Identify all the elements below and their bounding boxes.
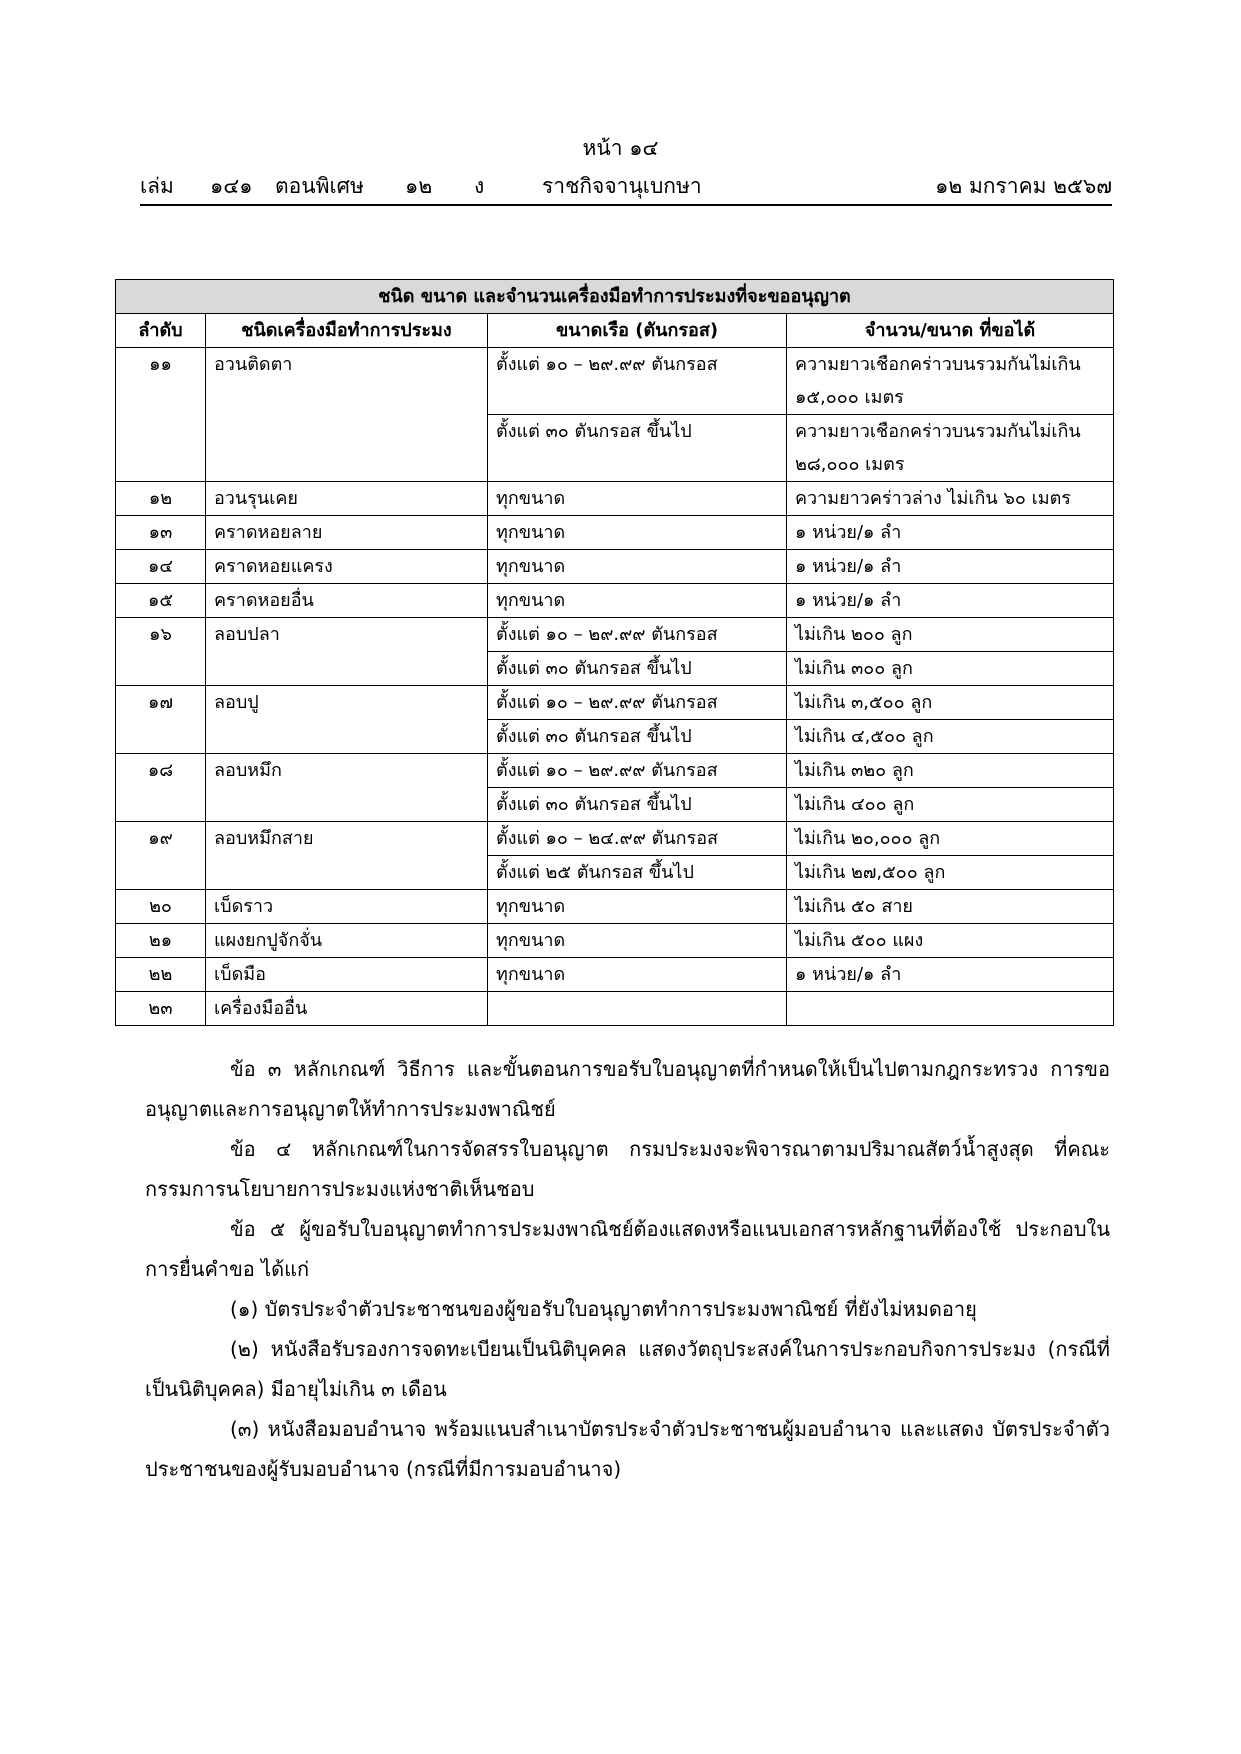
vessel-size: ตั้งแต่ ๑๐ – ๒๙.๙๙ ตันกรอส <box>488 348 787 415</box>
table-row <box>116 686 1114 720</box>
issue-type: ตอนพิเศษ <box>275 174 364 198</box>
gear-type: แผงยกปูจักจั่น <box>206 924 488 958</box>
row-number: ๒๓ <box>116 992 206 1026</box>
amount-line: ๑ หน่วย/๑ ลำ <box>795 590 902 611</box>
gear-type: คราดหอยแครง <box>206 550 488 584</box>
vessel-size: ทุกขนาด <box>488 516 787 550</box>
allowed-amount <box>787 348 1114 415</box>
amount-line: ไม่เกิน ๒๐,๐๐๐ ลูก <box>795 828 941 849</box>
amount-line: ความยาวเชือกคร่าวบนรวมกันไม่เกิน <box>795 421 1081 442</box>
row-number: ๑๖ <box>116 618 206 686</box>
row-number: ๑๓ <box>116 516 206 550</box>
vessel-size: ทุกขนาด <box>488 550 787 584</box>
allowed-amount <box>787 890 1114 924</box>
allowed-amount <box>787 516 1114 550</box>
amount-line: ไม่เกิน ๕๐๐ แผง <box>795 930 924 951</box>
paragraph: (๒) หนังสือรับรองการจดทะเบียนเป็นนิติบุคคล แสดงวัตถุประสงค์ในการประกอบกิจการประมง (กรณีที่เป็นนิติบุคคล) มีอายุไม่เกิน ๓ เดือน <box>145 1337 1110 1401</box>
gear-type: ลอบหมึก <box>206 754 488 822</box>
row-number: ๑๔ <box>116 550 206 584</box>
table-row <box>116 550 1114 584</box>
row-number: ๑๑ <box>116 348 206 482</box>
section-letter: ง <box>474 174 485 198</box>
table-row <box>116 890 1114 924</box>
amount-line: ๑๕,๐๐๐ เมตร <box>795 387 904 408</box>
volume-label: เล่ม <box>140 174 174 198</box>
gear-type: ลอบปลา <box>206 618 488 686</box>
table-row <box>116 516 1114 550</box>
column-header: ลำดับ <box>116 314 206 348</box>
allowed-amount <box>787 924 1114 958</box>
gear-type: คราดหอยอื่น <box>206 584 488 618</box>
vessel-size: ทุกขนาด <box>488 482 787 516</box>
gear-type: คราดหอยลาย <box>206 516 488 550</box>
amount-line: ไม่เกิน ๒๗,๕๐๐ ลูก <box>795 862 946 883</box>
table-row <box>116 924 1114 958</box>
allowed-amount <box>787 856 1114 890</box>
table-row <box>116 584 1114 618</box>
amount-line: ความยาวเชือกคร่าวบนรวมกันไม่เกิน <box>795 354 1081 375</box>
table-row <box>116 958 1114 992</box>
amount-line: ๒๘,๐๐๐ เมตร <box>795 454 905 475</box>
vessel-size: ตั้งแต่ ๑๐ – ๒๙.๙๙ ตันกรอส <box>488 686 787 720</box>
gazette-name: ราชกิจจานุเบกษา <box>542 174 702 198</box>
body-text <box>145 1049 1110 1489</box>
vessel-size: ตั้งแต่ ๓๐ ตันกรอส ขึ้นไป <box>488 788 787 822</box>
gear-type: อวนติดตา <box>206 348 488 482</box>
amount-line: ๑ หน่วย/๑ ลำ <box>795 556 902 577</box>
amount-line: ไม่เกิน ๕๐ สาย <box>795 896 913 917</box>
allowed-amount <box>787 788 1114 822</box>
vessel-size: ตั้งแต่ ๓๐ ตันกรอส ขึ้นไป <box>488 652 787 686</box>
table-row <box>116 618 1114 652</box>
amount-line: ไม่เกิน ๒๐๐ ลูก <box>795 624 913 645</box>
fishing-gear-table <box>115 279 1114 1026</box>
row-number: ๒๒ <box>116 958 206 992</box>
allowed-amount <box>787 992 1114 1026</box>
column-header: ชนิดเครื่องมือทำการประมง <box>206 314 488 348</box>
page-number: หน้า ๑๔ <box>582 136 659 160</box>
amount-line: ๑ หน่วย/๑ ลำ <box>795 964 902 985</box>
gear-type: อวนรุนเคย <box>206 482 488 516</box>
allowed-amount <box>787 482 1114 516</box>
amount-line: ไม่เกิน ๓๒๐ ลูก <box>795 760 914 781</box>
gear-type: เบ็ดมือ <box>206 958 488 992</box>
gazette-header <box>140 170 1112 206</box>
vessel-size: ตั้งแต่ ๒๕ ตันกรอส ขึ้นไป <box>488 856 787 890</box>
row-number: ๒๑ <box>116 924 206 958</box>
amount-line: ไม่เกิน ๔๐๐ ลูก <box>795 794 915 815</box>
allowed-amount <box>787 754 1114 788</box>
amount-line: ความยาวคร่าวล่าง ไม่เกิน ๖๐ เมตร <box>795 488 1071 509</box>
allowed-amount <box>787 958 1114 992</box>
publication-date: ๑๒ มกราคม ๒๕๖๗ <box>935 174 1112 198</box>
vessel-size <box>488 992 787 1026</box>
table-row <box>116 348 1114 415</box>
row-number: ๑๕ <box>116 584 206 618</box>
gear-type: เครื่องมืออื่น <box>206 992 488 1026</box>
amount-line: ๑ หน่วย/๑ ลำ <box>795 522 902 543</box>
table-row <box>116 822 1114 856</box>
row-number: ๑๗ <box>116 686 206 754</box>
allowed-amount <box>787 686 1114 720</box>
paragraph: ข้อ ๓ หลักเกณฑ์ วิธีการ และขั้นตอนการขอรับใบอนุญาตที่กำหนดให้เป็นไปตามกฎกระทรวง การขออนุญาตและการอนุญาตให้ทำการประมงพาณิชย์ <box>145 1057 1110 1121</box>
amount-line: ไม่เกิน ๓๐๐ ลูก <box>795 658 913 679</box>
gear-type: ลอบหมึกสาย <box>206 822 488 890</box>
row-number: ๑๙ <box>116 822 206 890</box>
allowed-amount <box>787 415 1114 482</box>
table-title: ชนิด ขนาด และจำนวนเครื่องมือทำการประมงที่จะขออนุญาต <box>116 280 1114 314</box>
volume-number: ๑๔๑ <box>210 174 253 198</box>
paragraph: (๑) บัตรประจำตัวประชาชนของผู้ขอรับใบอนุญาตทำการประมงพาณิชย์ ที่ยังไม่หมดอายุ <box>230 1297 977 1321</box>
vessel-size: ตั้งแต่ ๓๐ ตันกรอส ขึ้นไป <box>488 415 787 482</box>
vessel-size: ตั้งแต่ ๓๐ ตันกรอส ขึ้นไป <box>488 720 787 754</box>
vessel-size: ตั้งแต่ ๑๐ – ๒๙.๙๙ ตันกรอส <box>488 618 787 652</box>
column-header: จำนวน/ขนาด ที่ขอได้ <box>787 314 1114 348</box>
row-number: ๑๒ <box>116 482 206 516</box>
allowed-amount <box>787 720 1114 754</box>
paragraph: ข้อ ๕ ผู้ขอรับใบอนุญาตทำการประมงพาณิชย์ต้องแสดงหรือแนบเอกสารหลักฐานที่ต้องใช้ ประกอบในการยื่นคำขอ ได้แก่ <box>145 1217 1110 1281</box>
gear-type: เบ็ดราว <box>206 890 488 924</box>
allowed-amount <box>787 584 1114 618</box>
paragraph: (๓) หนังสือมอบอำนาจ พร้อมแนบสำเนาบัตรประจำตัวประชาชนผู้มอบอำนาจ และแสดง บัตรประจำตัวประชาชนของผู้รับมอบอำนาจ (กรณีที่มีการมอบอำนาจ) <box>145 1417 1110 1481</box>
allowed-amount <box>787 618 1114 652</box>
vessel-size: ทุกขนาด <box>488 958 787 992</box>
issue-number: ๑๒ <box>405 174 433 198</box>
allowed-amount <box>787 652 1114 686</box>
amount-line: ไม่เกิน ๓,๕๐๐ ลูก <box>795 692 933 713</box>
table-row <box>116 992 1114 1026</box>
table-body <box>116 348 1114 1026</box>
allowed-amount <box>787 550 1114 584</box>
paragraph: ข้อ ๔ หลักเกณฑ์ในการจัดสรรใบอนุญาต กรมประมงจะพิจารณาตามปริมาณสัตว์น้ำสูงสุด ที่คณะกรรมการนโยบายการประมงแห่งชาติเห็นชอบ <box>145 1137 1110 1201</box>
table-row <box>116 482 1114 516</box>
vessel-size: ตั้งแต่ ๑๐ – ๒๙.๙๙ ตันกรอส <box>488 754 787 788</box>
column-header: ขนาดเรือ (ตันกรอส) <box>488 314 787 348</box>
table-row <box>116 754 1114 788</box>
allowed-amount <box>787 822 1114 856</box>
vessel-size: ตั้งแต่ ๑๐ – ๒๔.๙๙ ตันกรอส <box>488 822 787 856</box>
gear-type: ลอบปู <box>206 686 488 754</box>
vessel-size: ทุกขนาด <box>488 924 787 958</box>
amount-line: ไม่เกิน ๔,๕๐๐ ลูก <box>795 726 934 747</box>
vessel-size: ทุกขนาด <box>488 584 787 618</box>
row-number: ๒๐ <box>116 890 206 924</box>
row-number: ๑๘ <box>116 754 206 822</box>
vessel-size: ทุกขนาด <box>488 890 787 924</box>
